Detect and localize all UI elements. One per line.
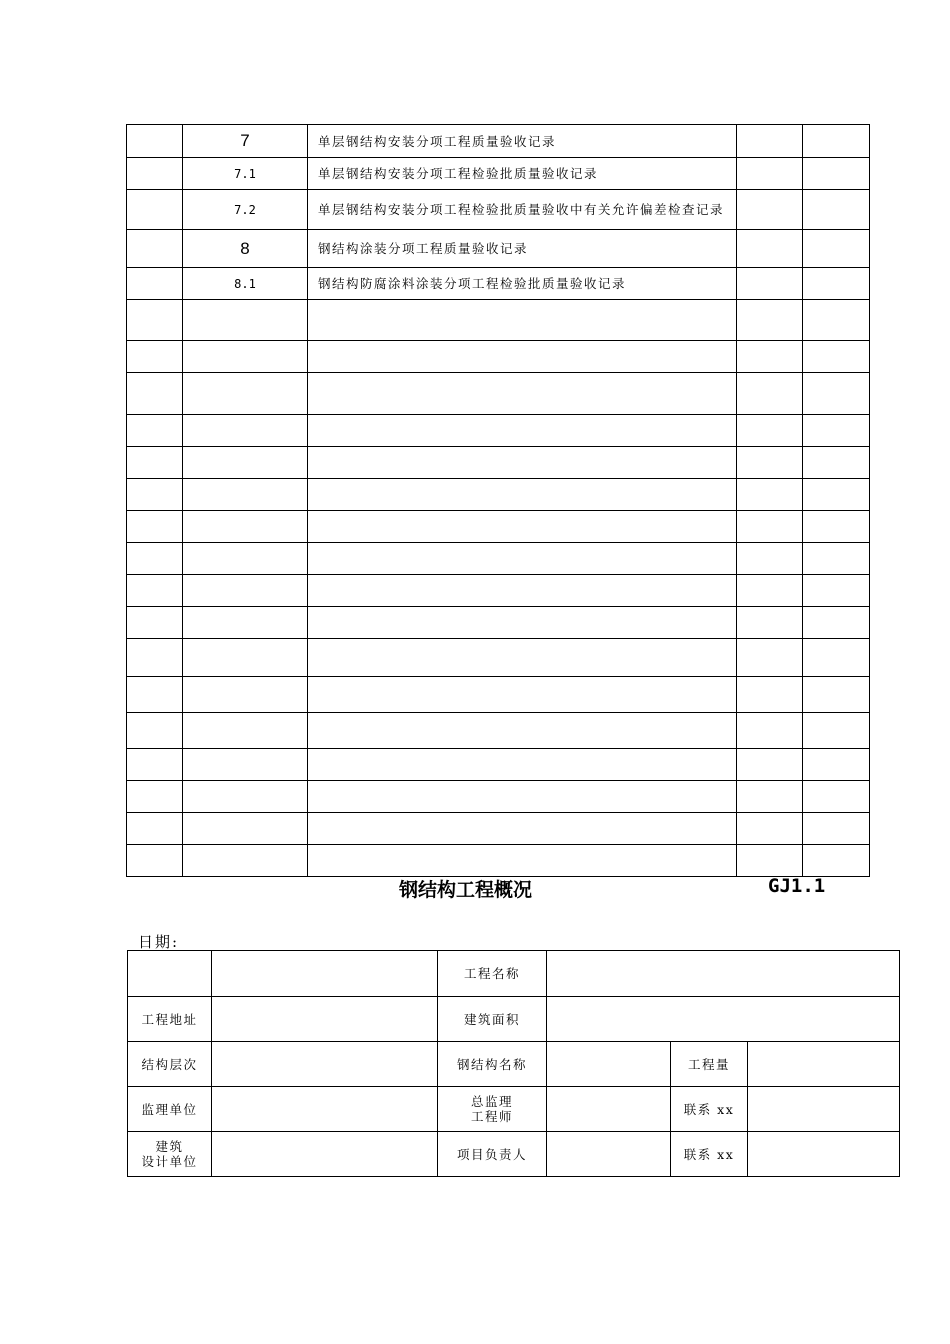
project-manager-label: 项目负责人 bbox=[438, 1132, 547, 1177]
contact-label: 联系 xx bbox=[671, 1087, 748, 1132]
item-number: 7 bbox=[183, 125, 308, 158]
empty-row bbox=[127, 300, 870, 341]
empty-row bbox=[127, 415, 870, 447]
form-code: GJ1.1 bbox=[768, 875, 826, 897]
empty-row bbox=[127, 677, 870, 713]
contents-table bbox=[126, 124, 870, 877]
empty-row bbox=[127, 639, 870, 677]
table-row bbox=[128, 951, 900, 997]
levels-label: 结构层次 bbox=[128, 1042, 212, 1087]
item-title: 单层钢结构安装分项工程质量验收记录 bbox=[308, 125, 737, 158]
item-number: 7.2 bbox=[183, 190, 308, 230]
empty-row bbox=[127, 447, 870, 479]
table-row bbox=[127, 158, 870, 190]
steel-name-value[interactable] bbox=[547, 1042, 671, 1087]
empty-row bbox=[127, 749, 870, 781]
form-title: 钢结构工程概况 bbox=[399, 879, 533, 901]
contact-value[interactable] bbox=[748, 1087, 900, 1132]
empty-row bbox=[127, 341, 870, 373]
empty-row bbox=[127, 373, 870, 415]
supervision-unit-label: 监理单位 bbox=[128, 1087, 212, 1132]
item-number: 8.1 bbox=[183, 268, 308, 300]
table-row bbox=[127, 125, 870, 158]
quantity-label: 工程量 bbox=[671, 1042, 748, 1087]
address-label: 工程地址 bbox=[128, 997, 212, 1042]
supervision-unit-value[interactable] bbox=[212, 1087, 438, 1132]
project-name-value[interactable] bbox=[547, 951, 900, 997]
address-value[interactable] bbox=[212, 997, 438, 1042]
chief-engineer-value[interactable] bbox=[547, 1087, 671, 1132]
steel-name-label: 钢结构名称 bbox=[438, 1042, 547, 1087]
empty-row bbox=[127, 479, 870, 511]
contact-value-2[interactable] bbox=[748, 1132, 900, 1177]
item-number: 7.1 bbox=[183, 158, 308, 190]
table-row bbox=[128, 997, 900, 1042]
project-overview-table bbox=[127, 950, 900, 1177]
empty-row bbox=[127, 511, 870, 543]
item-title: 单层钢结构安装分项工程检验批质量验收记录 bbox=[308, 158, 737, 190]
empty-row bbox=[127, 543, 870, 575]
area-label: 建筑面积 bbox=[438, 997, 547, 1042]
quantity-value[interactable] bbox=[748, 1042, 900, 1087]
item-number: 8 bbox=[183, 230, 308, 268]
table-row bbox=[128, 1087, 900, 1132]
chief-engineer-label-line1: 总监理 bbox=[470, 1094, 513, 1109]
date-label: 日期: bbox=[138, 933, 180, 951]
empty-row bbox=[127, 607, 870, 639]
empty-row bbox=[127, 713, 870, 749]
contact-label-2: 联系 xx bbox=[671, 1132, 748, 1177]
design-unit-value[interactable] bbox=[212, 1132, 438, 1177]
design-unit-label-line2: 设计单位 bbox=[141, 1154, 198, 1169]
table-row bbox=[127, 268, 870, 300]
area-value[interactable] bbox=[547, 997, 900, 1042]
chief-engineer-label-line2: 工程师 bbox=[470, 1109, 513, 1124]
item-title: 钢结构涂装分项工程质量验收记录 bbox=[308, 230, 737, 268]
chief-engineer-label bbox=[438, 1087, 547, 1132]
project-name-label: 工程名称 bbox=[438, 951, 547, 997]
empty-row bbox=[127, 813, 870, 845]
project-manager-value[interactable] bbox=[547, 1132, 671, 1177]
empty-row bbox=[127, 575, 870, 607]
value-cell[interactable] bbox=[212, 951, 438, 997]
table-row bbox=[128, 1042, 900, 1087]
table-row bbox=[127, 190, 870, 230]
item-title: 钢结构防腐涂料涂装分项工程检验批质量验收记录 bbox=[308, 268, 737, 300]
table-row bbox=[128, 1132, 900, 1177]
empty-row bbox=[127, 845, 870, 877]
table-row bbox=[127, 230, 870, 268]
design-unit-label bbox=[128, 1132, 212, 1177]
design-unit-label-line1: 建筑 bbox=[155, 1139, 184, 1154]
levels-value[interactable] bbox=[212, 1042, 438, 1087]
empty-row bbox=[127, 781, 870, 813]
item-title: 单层钢结构安装分项工程检验批质量验收中有关允许偏差检查记录 bbox=[308, 190, 737, 230]
